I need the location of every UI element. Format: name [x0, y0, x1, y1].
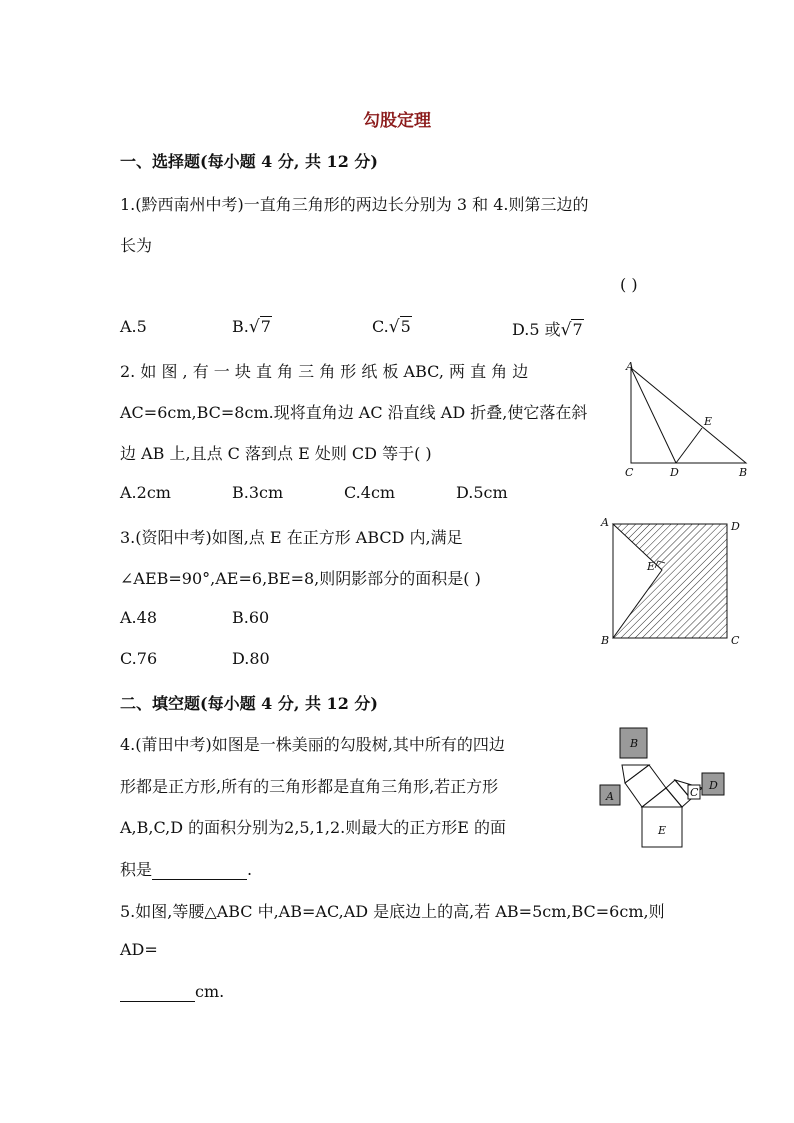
q3-option-a: A.48 — [120, 608, 157, 627]
question-4-suffix: . — [247, 860, 253, 879]
question-2-line-2: AC=6cm,BC=8cm.现将直角边 AC 沿直线 AD 折叠,使它落在斜 — [120, 403, 588, 422]
question-4-line-1: 4.(莆田中考)如图是一株美丽的勾股树,其中所有的四边 — [120, 735, 505, 754]
label-e: E — [647, 560, 656, 573]
question-5-line-3 — [120, 982, 224, 1002]
q2-option-c: C.4cm — [344, 483, 396, 502]
question-5-line-2: AD= — [120, 940, 158, 959]
sqrt-icon: √ — [248, 317, 260, 337]
label-c: C — [625, 466, 634, 479]
label-b: B — [739, 466, 748, 479]
question-1-line-2: 长为 — [120, 236, 153, 255]
square-left-mid — [625, 765, 666, 807]
q1-option-b-radicand: 7 — [260, 317, 271, 336]
q3-option-d: D.80 — [232, 649, 270, 668]
label-a: A — [626, 360, 634, 373]
q2-option-a: A.2cm — [120, 483, 171, 502]
question-1-line-1: 1.(黔西南州中考)一直角三角形的两边长分别为 3 和 4.则第三边的 — [120, 195, 589, 214]
q1-option-d-prefix: D.5 或 — [512, 320, 561, 339]
label-b: B — [601, 634, 610, 647]
section-heading-fill-blank: 二、填空题(每小题 4 分, 共 12 分) — [120, 694, 378, 713]
q1-option-b — [232, 317, 272, 337]
label-d: D — [709, 779, 718, 792]
question-4-line-2: 形都是正方形,所有的三角形都是直角三角形,若正方形 — [120, 777, 499, 796]
question-4-line-3: A,B,C,D 的面积分别为2,5,1,2.则最大的正方形E 的面 — [120, 818, 506, 837]
fold-line-ad — [631, 368, 676, 463]
label-b: B — [630, 737, 639, 750]
answer-blank-q4[interactable] — [152, 860, 247, 880]
q2-triangle-figure — [615, 356, 760, 481]
question-3-line-2: ∠AEB=90°,AE=6,BE=8,则阴影部分的面积是( ) — [120, 569, 481, 588]
question-5-line-1: 5.如图,等腰△ABC 中,AB=AC,AD 是底边上的高,若 AB=5cm,BC=6cm,则 — [120, 902, 665, 921]
q3-option-b: B.60 — [232, 608, 270, 627]
q3-option-c: C.76 — [120, 649, 158, 668]
answer-blank-q5[interactable] — [120, 982, 195, 1002]
question-4-prefix: 积是 — [120, 860, 153, 879]
label-c: C — [690, 786, 699, 799]
triangle-abc — [631, 368, 746, 463]
question-1-answer-paren: ( ) — [620, 275, 638, 294]
q1-option-d — [512, 317, 584, 340]
label-d: D — [731, 520, 740, 533]
q2-option-b: B.3cm — [232, 483, 284, 502]
q1-option-c — [372, 317, 412, 337]
label-d: D — [670, 466, 679, 479]
q1-option-b-prefix: B. — [232, 317, 249, 336]
sqrt-icon: √ — [560, 320, 572, 340]
label-e: E — [658, 824, 667, 837]
question-5-suffix: cm. — [195, 982, 225, 1001]
q1-option-c-prefix: C. — [372, 317, 389, 336]
q4-pythagoras-tree-figure — [592, 723, 732, 853]
triangle-left — [622, 765, 649, 783]
q2-option-d: D.5cm — [456, 483, 508, 502]
question-2-line-1: 2. 如 图 , 有 一 块 直 角 三 角 形 纸 板 ABC, 两 直 角 边 — [120, 362, 529, 381]
q1-option-d-radicand: 7 — [572, 320, 583, 339]
q1-option-c-radicand: 5 — [400, 317, 411, 336]
q1-option-a: A.5 — [120, 317, 147, 336]
label-c: C — [731, 634, 740, 647]
section-heading-choice: 一、选择题(每小题 4 分, 共 12 分) — [120, 152, 378, 171]
shaded-region — [613, 524, 727, 638]
sqrt-icon: √ — [388, 317, 400, 337]
question-2-line-3: 边 AB 上,且点 C 落到点 E 处则 CD 等于( ) — [120, 444, 432, 463]
question-3-line-1: 3.(资阳中考)如图,点 E 在正方形 ABCD 内,满足 — [120, 528, 463, 547]
label-a: A — [606, 790, 614, 803]
label-a: A — [601, 516, 609, 529]
segment-de — [676, 428, 702, 463]
q3-square-figure — [596, 514, 746, 649]
page-title: 勾股定理 — [363, 111, 431, 131]
question-4-line-4 — [120, 857, 252, 880]
label-e: E — [704, 415, 713, 428]
